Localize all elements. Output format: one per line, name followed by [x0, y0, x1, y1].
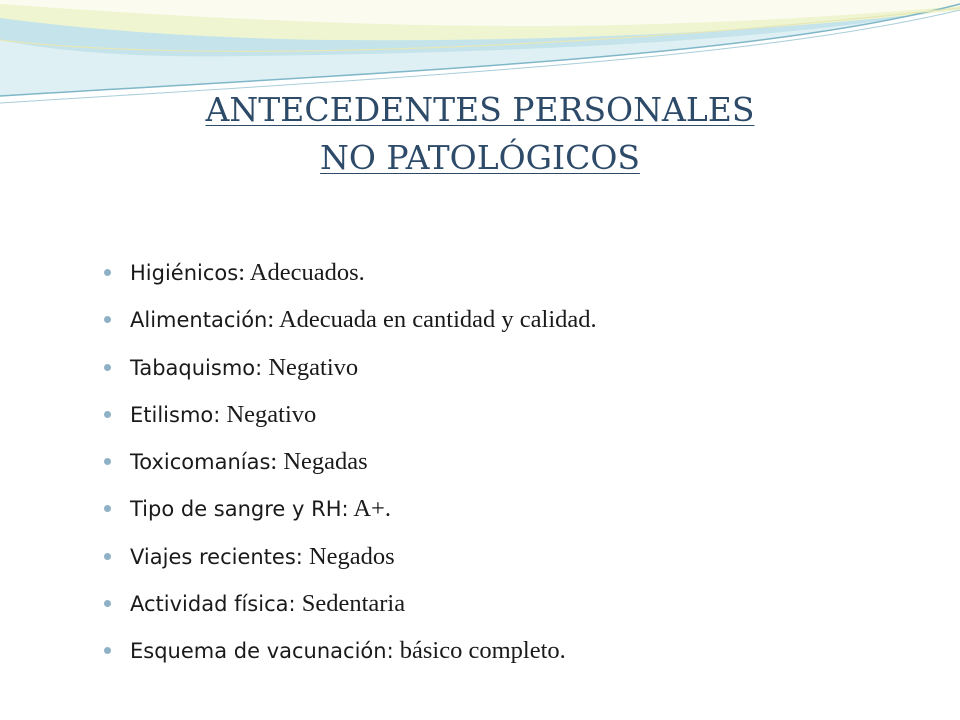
item-term: Tipo de sangre y RH: [130, 497, 349, 522]
item-value: Sedentaria [295, 590, 406, 618]
item-term: Etilismo: [130, 402, 221, 427]
item-value: Adecuados. [245, 259, 365, 286]
bullet-dot-icon [104, 553, 111, 560]
bullet-dot-icon [104, 411, 111, 418]
bullet-list [104, 255, 924, 681]
bullet-item-esquema-de-vacunacion [104, 633, 924, 680]
bullet-dot-icon [104, 647, 111, 654]
item-value: Negadas [277, 448, 368, 476]
bullet-item-higienicos [104, 255, 924, 302]
item-value: básico completo. [393, 637, 566, 665]
title-line-2: NO PATOLÓGICOS [320, 138, 640, 177]
bullet-dot-icon [104, 505, 111, 512]
bullet-dot-icon [104, 316, 111, 323]
bullet-item-alimentacion [104, 302, 924, 349]
item-value: Negativo [220, 400, 317, 428]
bullet-dot-icon [104, 458, 111, 465]
bullet-dot-icon [104, 269, 111, 276]
item-separator: : [267, 306, 275, 334]
item-term: Toxicomanías [130, 450, 271, 475]
title-line-1: ANTECEDENTES PERSONALES [205, 90, 755, 129]
item-separator: : [270, 448, 278, 476]
slide-title [0, 86, 960, 182]
item-term: Alimentación [130, 308, 268, 333]
bullet-item-tabaquismo [104, 350, 924, 397]
bullet-item-toxicomanias [104, 444, 924, 491]
bullet-item-actividad-fisica [104, 586, 924, 633]
item-term: Higiénicos [130, 261, 239, 285]
item-term: Actividad física: [130, 592, 296, 617]
item-value: Negados [302, 542, 395, 570]
item-separator: : [238, 259, 246, 286]
bullet-dot-icon [104, 600, 111, 607]
bullet-item-etilismo [104, 397, 924, 444]
item-term: Esquema de vacunación: [130, 639, 394, 664]
item-term: Viajes recientes: [130, 544, 303, 569]
item-value: Adecuada en cantidad y calidad. [274, 306, 597, 334]
item-term: Tabaquismo: [130, 355, 263, 380]
bullet-item-viajes-recientes [104, 539, 924, 586]
bullet-item-tipo-de-sangre [104, 491, 924, 538]
item-value: Negativo [262, 353, 359, 381]
item-value: A+. [348, 495, 391, 523]
bullet-dot-icon [104, 364, 111, 371]
